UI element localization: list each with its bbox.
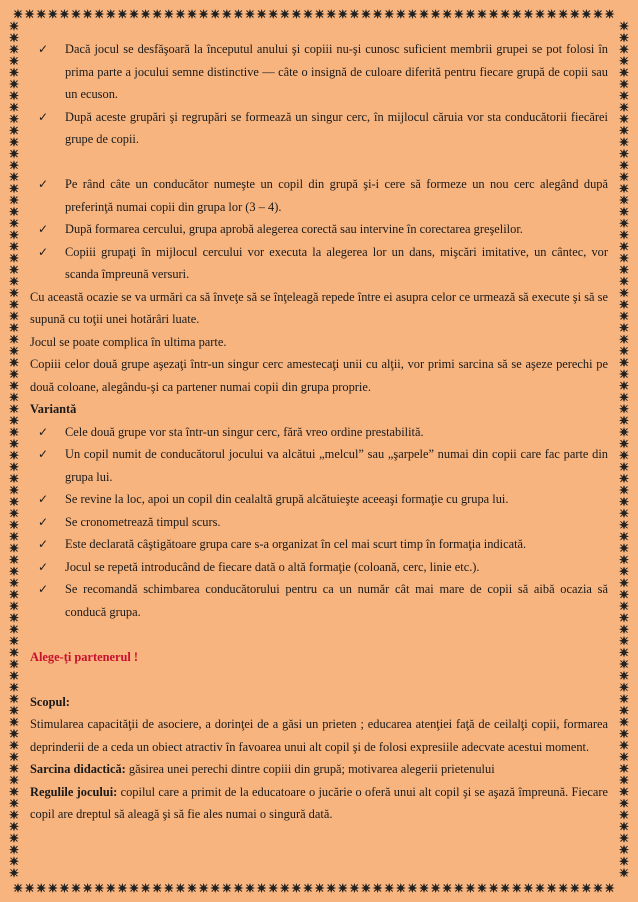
- list-item-text: După formarea cercului, grupa aprobă alegerea corectă sau intervine în corectarea greşelilor.: [65, 222, 523, 236]
- checkmark-icon: ✓: [38, 492, 49, 506]
- checkmark-icon: ✓: [38, 514, 49, 529]
- list-item: [30, 533, 608, 556]
- list-item-text: Se recomandă schimbarea conducătorului pentru ca un număr cât mai mare de copii să aibă ocazia să conducă grupa.: [65, 582, 608, 619]
- list-item: [30, 241, 608, 286]
- list-item-text: Pe rând câte un conducător numeşte un copil din grupă şi-i cere să formeze un nou cerc alegând după preferinţă numai copii din grupa lor (3 – 4).: [65, 177, 608, 214]
- checkmark-icon: ✓: [38, 42, 49, 56]
- list-item: [30, 173, 608, 218]
- list-item-text: Un copil numit de conducătorul jocului va alcătui „melcul” sau „şarpele” numai din copii care fac parte din grupa lui.: [65, 447, 608, 484]
- list-item-text: Copiii grupaţi în mijlocul cercului vor executa la alegerea lor un dans, mişcări imitative, un cântec, vor scanda împreună versuri.: [65, 244, 608, 281]
- list-item: [30, 218, 608, 241]
- list-item: [30, 443, 608, 488]
- list-item: [30, 511, 608, 534]
- checklist-2: [30, 173, 608, 286]
- checkmark-icon: ✓: [38, 537, 49, 551]
- checkmark-icon: ✓: [38, 177, 49, 191]
- list-item-text: Se revine la loc, apoi un copil din cealaltă grupă alcătuieşte aceeaşi formaţie cu grupa lui.: [65, 492, 509, 506]
- varianta-heading: Variantă: [30, 402, 77, 416]
- list-item: [30, 488, 608, 511]
- list-item-text: Dacă jocul se desfăşoară la începutul anului şi copiii nu-şi cunosc suficient membrii grupei se pot folosi în prima parte a jocului semne distinctive — câte o insignă de culoare diferită pentru fiecare grupă de copii sau un ecuson.: [65, 42, 608, 101]
- list-item: [30, 106, 608, 151]
- scop-text: Stimularea capacităţii de asociere, a dorinţei de a găsi un prieten ; educarea atenţiei faţă de ceilalţi copii, formarea deprinderii de a ceda un obiect atractiv în favoarea unui alt copil şi de folosi expresiile adecvate acestui moment.: [30, 717, 608, 754]
- list-item: [30, 421, 608, 444]
- list-item-text: După aceste grupări şi regrupări se formează un singur cerc, în mijlocul căruia vor sta conducătorii fiecărei grupe de copii.: [65, 109, 608, 146]
- checklist-1: [30, 38, 608, 151]
- list-item: [30, 578, 608, 623]
- reguli-paragraph: [30, 781, 608, 826]
- list-item: [30, 556, 608, 579]
- list-item-text: Cele două grupe vor sta într-un singur cerc, fără vreo ordine prestabilită.: [65, 424, 424, 439]
- list-item-text: Este declarată câştigătoare grupa care s-a organizat în cel mai scurt timp în formaţia indicată.: [65, 537, 527, 551]
- game-title: Alege-ţi partenerul !: [30, 649, 139, 664]
- list-item: [30, 38, 608, 106]
- sarcina-label: Sarcina didactică:: [30, 762, 126, 776]
- paragraph-3: Copiii celor două grupe aşezaţi într-un singur cerc amestecaţi unii cu alţii, vor primi sarcina să se aşeze perechi pe două coloane, alegându-şi ca partener numai copii din grupa proprie.: [30, 357, 608, 394]
- checkmark-icon: ✓: [38, 447, 49, 461]
- checkmark-icon: ✓: [38, 559, 49, 574]
- sarcina-paragraph: [30, 758, 608, 781]
- checkmark-icon: ✓: [38, 109, 49, 124]
- checkmark-icon: ✓: [38, 424, 49, 439]
- document-content: [30, 38, 608, 826]
- checkmark-icon: ✓: [38, 244, 49, 259]
- checkmark-icon: ✓: [38, 582, 49, 596]
- checklist-3: [30, 421, 608, 624]
- checkmark-icon: ✓: [38, 222, 49, 236]
- reguli-label: Regulile jocului:: [30, 784, 118, 799]
- scop-heading: Scopul:: [30, 694, 70, 709]
- list-item-text: Jocul se repetă introducând de fiecare dată o altă formaţie (coloană, cerc, linie etc.).: [65, 559, 480, 574]
- sarcina-text: găsirea unei perechi dintre copiii din grupă; motivarea alegerii prietenului: [125, 762, 495, 776]
- paragraph-2: Jocul se poate complica în ultima parte.: [30, 334, 227, 349]
- paragraph-1: Cu această ocazie se va urmări ca să înveţe să se înţeleagă repede între ei asupra celor ce urmează să execute şi să se supună cu toţii unei hotărâri luate.: [30, 289, 608, 326]
- reguli-text: copilul care a primit de la educatoare o jucărie o oferă unui alt copil şi se aşază împreună. Fiecare copil are dreptul să aleagă şi să fie ales numai o singură dată.: [30, 784, 608, 821]
- list-item-text: Se cronometrează timpul scurs.: [65, 514, 221, 529]
